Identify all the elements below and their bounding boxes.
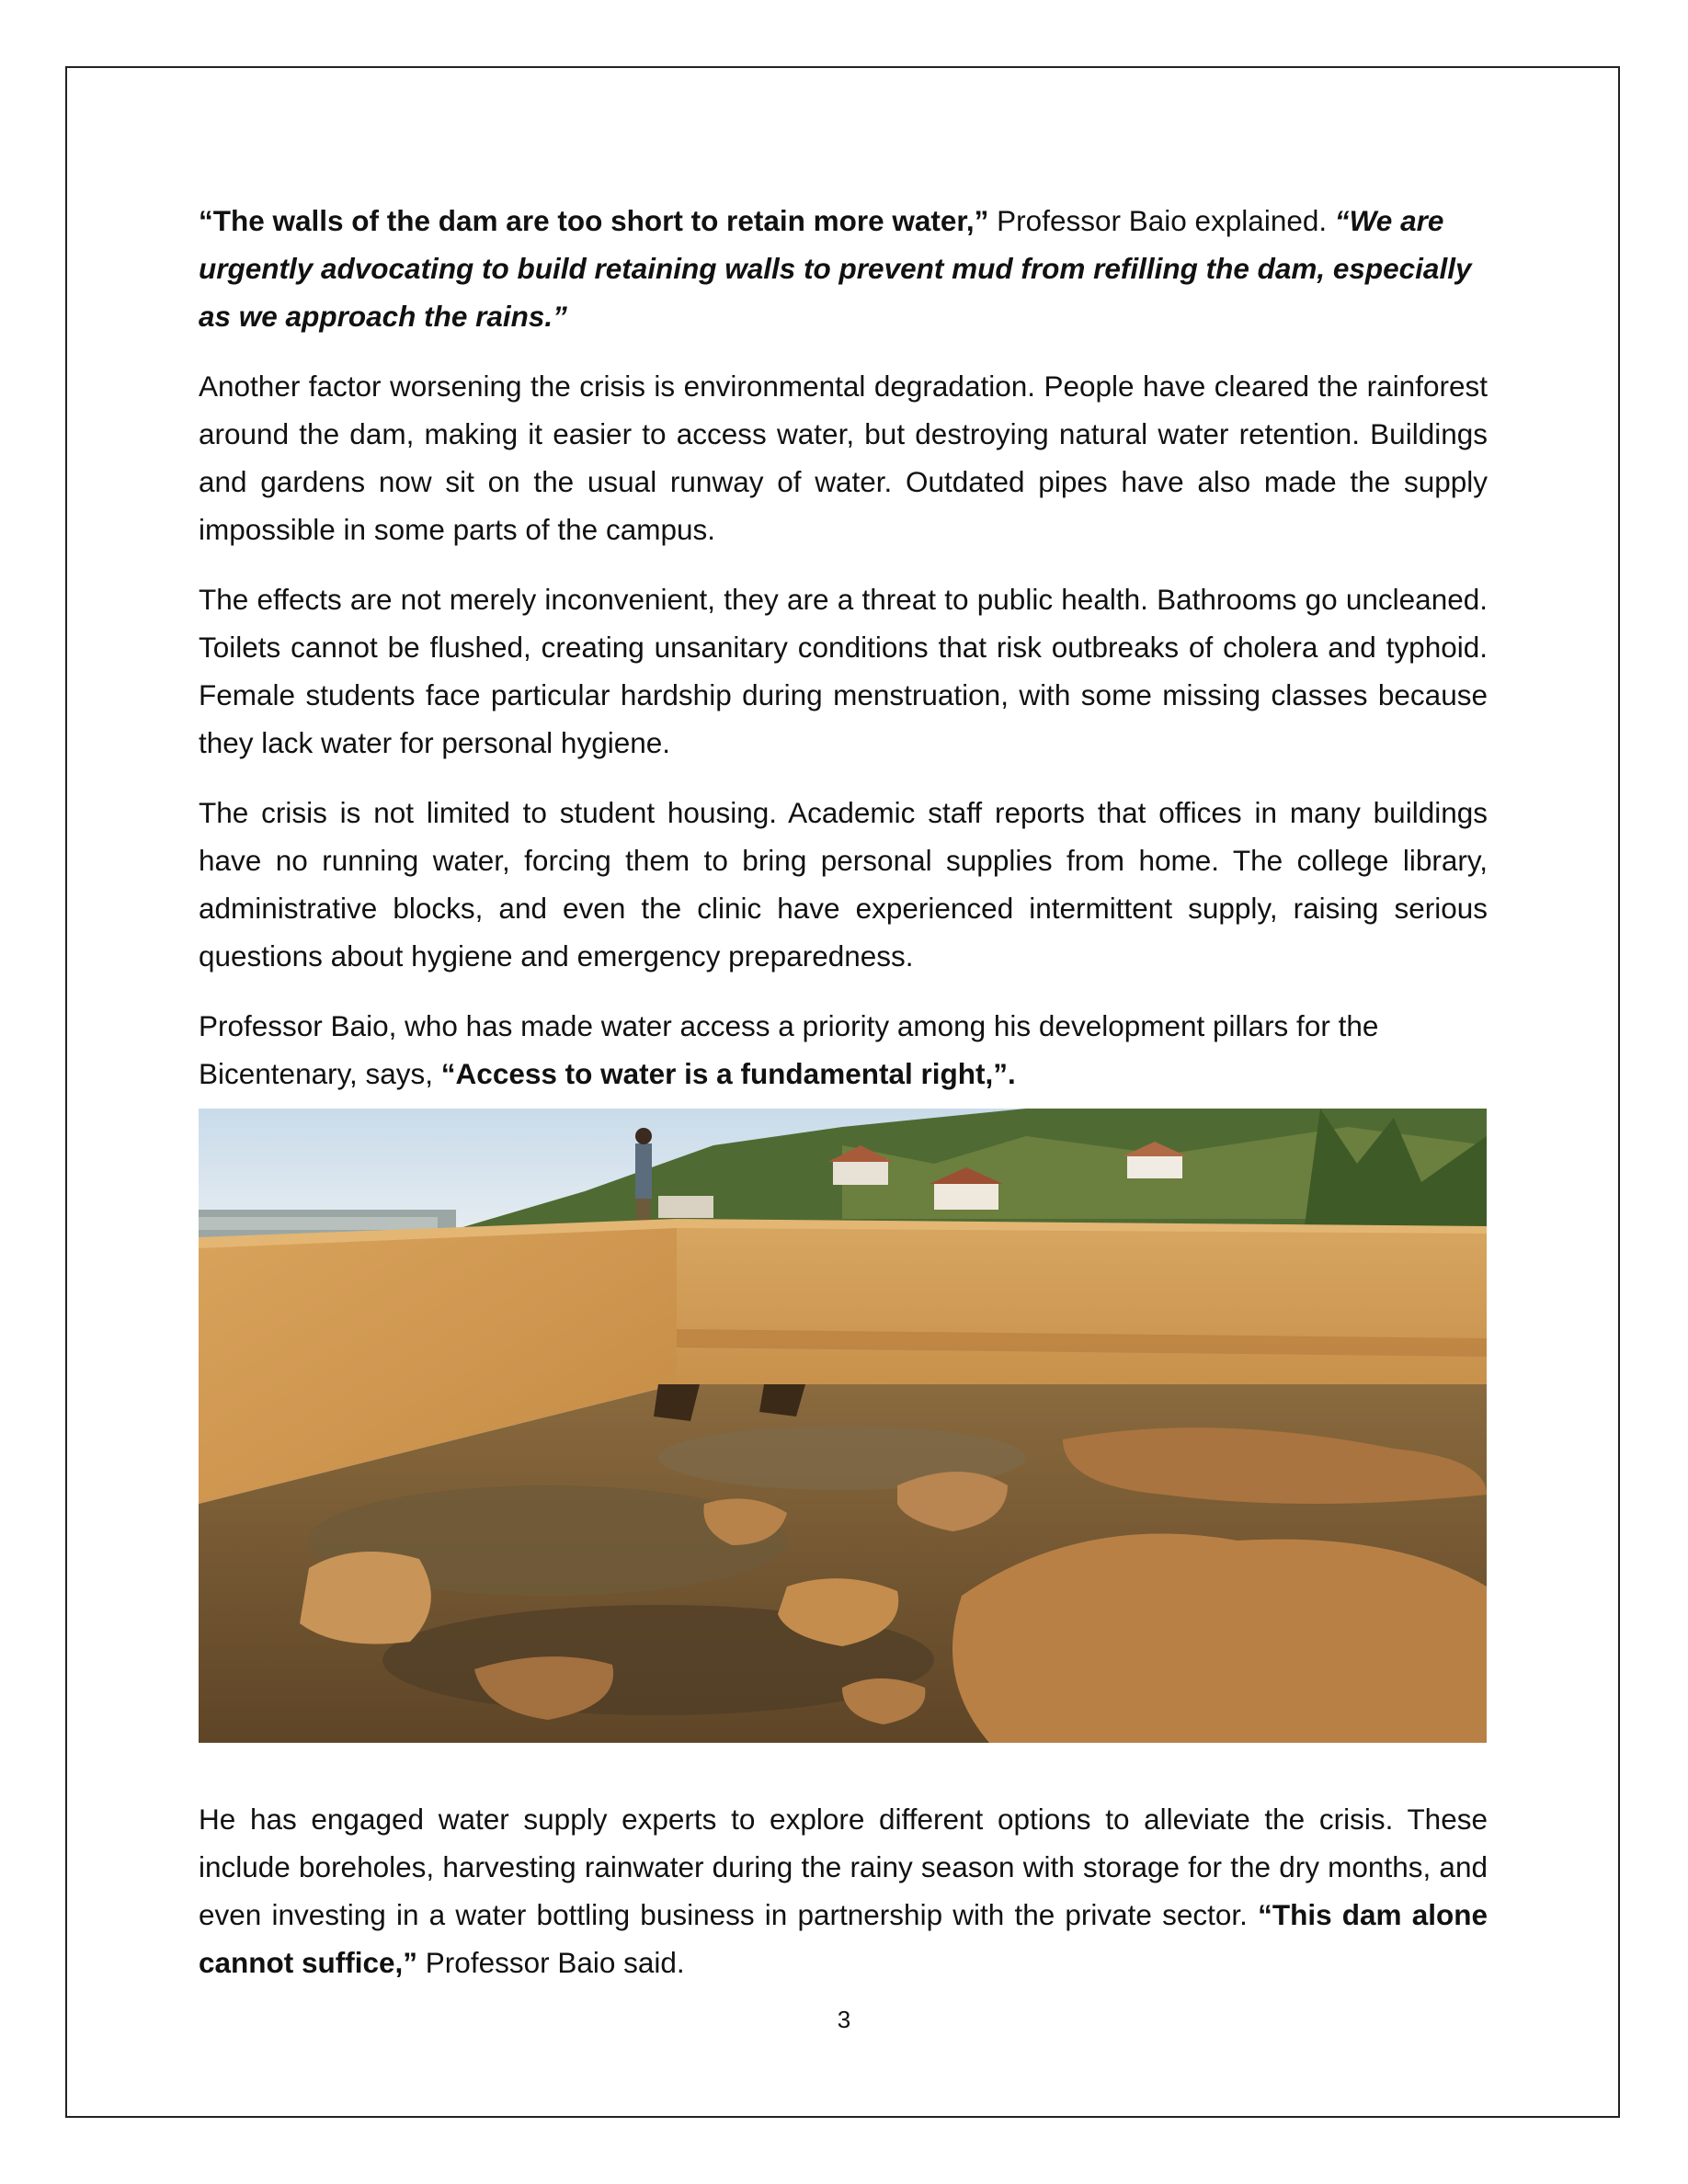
paragraph-3: The effects are not merely inconvenient, they are a threat to public health. Bathrooms go uncleaned. Toilets cannot be flushed, creating unsanitary conditions that risk outbreaks of cholera and typhoid. Female students face particular hardship during menstruation, with some missing classes because they lack water for personal hygiene.	[199, 583, 1488, 759]
quote-advocating: “We are urgently advocating to build retaining walls to prevent mud from refilling the dam, especially as we approach the rains.”	[199, 204, 1472, 333]
paragraph-1	[199, 197, 1488, 340]
paragraph-5-text: Professor Baio, who has made water access a priority among his development pillars for the Bicentenary, says,	[199, 1009, 1379, 1090]
article-body	[199, 197, 1488, 2008]
page-number: 3	[837, 2006, 851, 2033]
paragraph-6	[199, 1795, 1488, 1986]
dam-photo	[199, 1109, 1487, 1743]
paragraph-2: Another factor worsening the crisis is environmental degradation. People have cleared the rainforest around the dam, making it easier to access water, but destroying natural water retention. Buildings and gardens now sit on the usual runway of water. Outdated pipes have also made the supply impossible in some parts of the campus.	[199, 370, 1488, 546]
quote-walls: “The walls of the dam are too short to retain more water,”	[199, 204, 989, 237]
attribution: Professor Baio explained.	[988, 204, 1335, 237]
paragraph-6-text: He has engaged water supply experts to explore different options to alleviate the crisis. These include boreholes, harvesting rainwater during the rainy season with storage for the dry months, and even investing in a water bottling business in partnership with the private sector.	[199, 1803, 1488, 1931]
quote-fundamental-right: “Access to water is a fundamental right,”.	[440, 1057, 1016, 1090]
paragraph-6-tail: Professor Baio said.	[417, 1946, 685, 1979]
paragraph-4: The crisis is not limited to student housing. Academic staff reports that offices in many buildings have no running water, forcing them to bring personal supplies from home. The college library, administrative blocks, and even the clinic have experienced intermittent supply, raising serious questions about hygiene and emergency preparedness.	[199, 796, 1488, 973]
paragraph-5	[199, 1002, 1488, 1098]
quote-dam-alone: “This dam alone cannot suffice,”	[199, 1898, 1488, 1979]
